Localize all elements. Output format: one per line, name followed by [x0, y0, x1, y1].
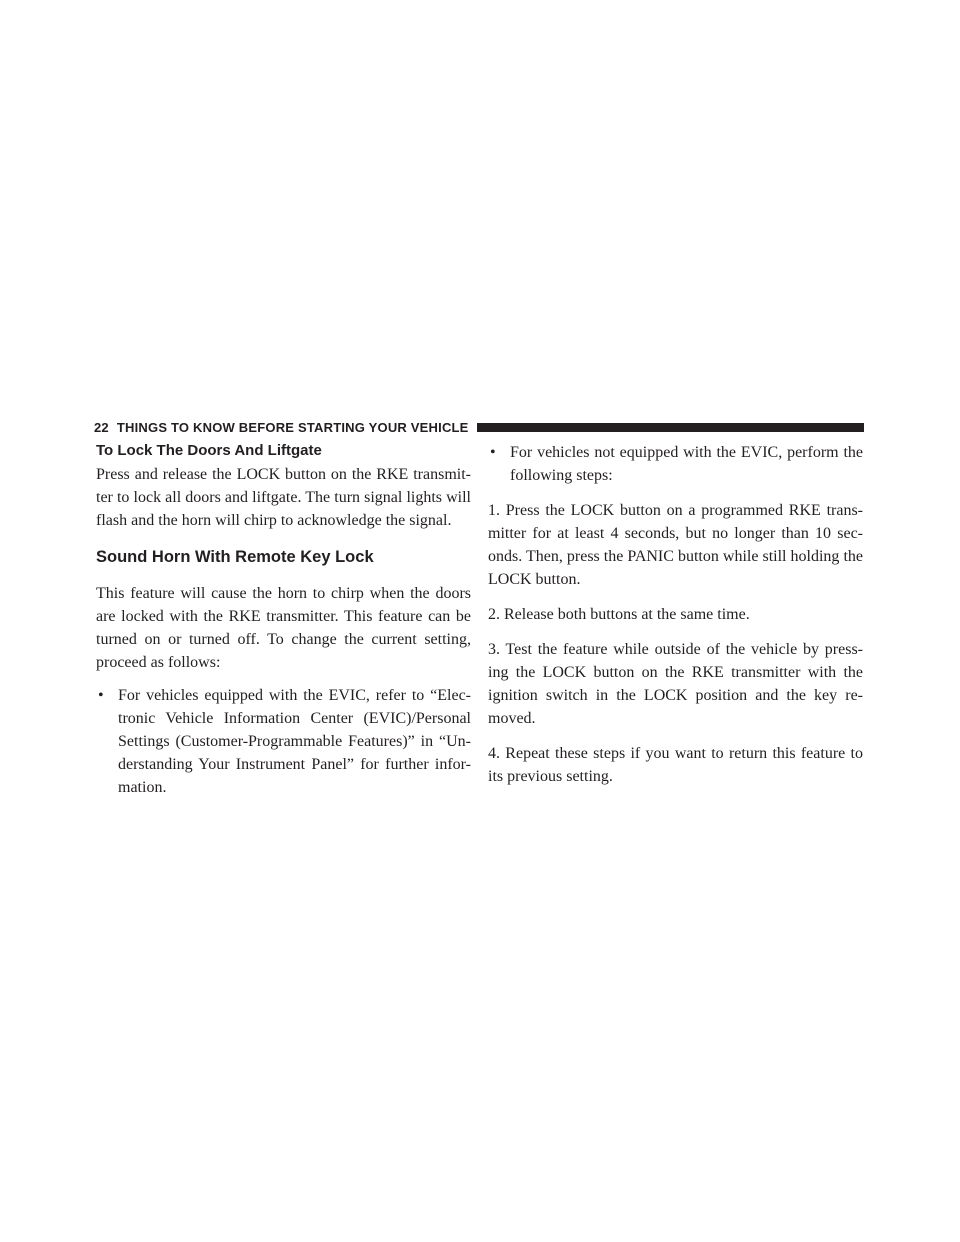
paragraph-lock-doors: Press and release the LOCK button on the RKE transmit-ter to lock all doors and liftgate. The turn signal lights will flash and the horn will chirp to acknowledge the signal.	[96, 466, 471, 529]
section-title: THINGS TO KNOW BEFORE STARTING YOUR VEHICLE	[116, 419, 469, 435]
paragraph-sound-horn: This feature will cause the horn to chirp when the doors are locked with the RKE transmitter. This feature can be turned on or turned off. To change the current setting, proceed as follows:	[96, 585, 471, 671]
step-2: 2. Release both buttons at the same time.	[488, 606, 750, 623]
bullet-item-evic	[96, 684, 471, 799]
heading-lock-doors: To Lock The Doors And Liftgate	[96, 442, 322, 459]
right-column	[488, 441, 863, 800]
bullet-marker: •	[98, 687, 104, 704]
step-4: 4. Repeat these steps if you want to return this feature to its previous setting.	[488, 745, 863, 785]
heading-sound-horn: Sound Horn With Remote Key Lock	[96, 548, 374, 566]
page-header	[94, 417, 864, 437]
bullet-item-no-evic	[488, 441, 863, 487]
page-number: 22	[94, 419, 109, 435]
bullet-text: For vehicles not equipped with the EVIC, perform the following steps:	[510, 444, 863, 484]
bullet-text: For vehicles equipped with the EVIC, refer to “Elec-tronic Vehicle Information Center (EVIC)/Personal Settings (Customer-Programmable Features)” in “Un-derstanding Your Instrument Panel” for further infor-mation.	[118, 687, 471, 796]
left-column	[96, 441, 471, 809]
step-3: 3. Test the feature while outside of the vehicle by press-ing the LOCK button on the RKE transmitter with the ignition switch in the LOCK position and the key re-moved.	[488, 641, 863, 727]
header-rule	[477, 423, 864, 432]
step-1: 1. Press the LOCK button on a programmed RKE trans-mitter for at least 4 seconds, but no longer than 10 sec-onds. Then, press the PANIC button while still holding the LOCK button.	[488, 502, 863, 588]
bullet-marker: •	[490, 444, 496, 461]
